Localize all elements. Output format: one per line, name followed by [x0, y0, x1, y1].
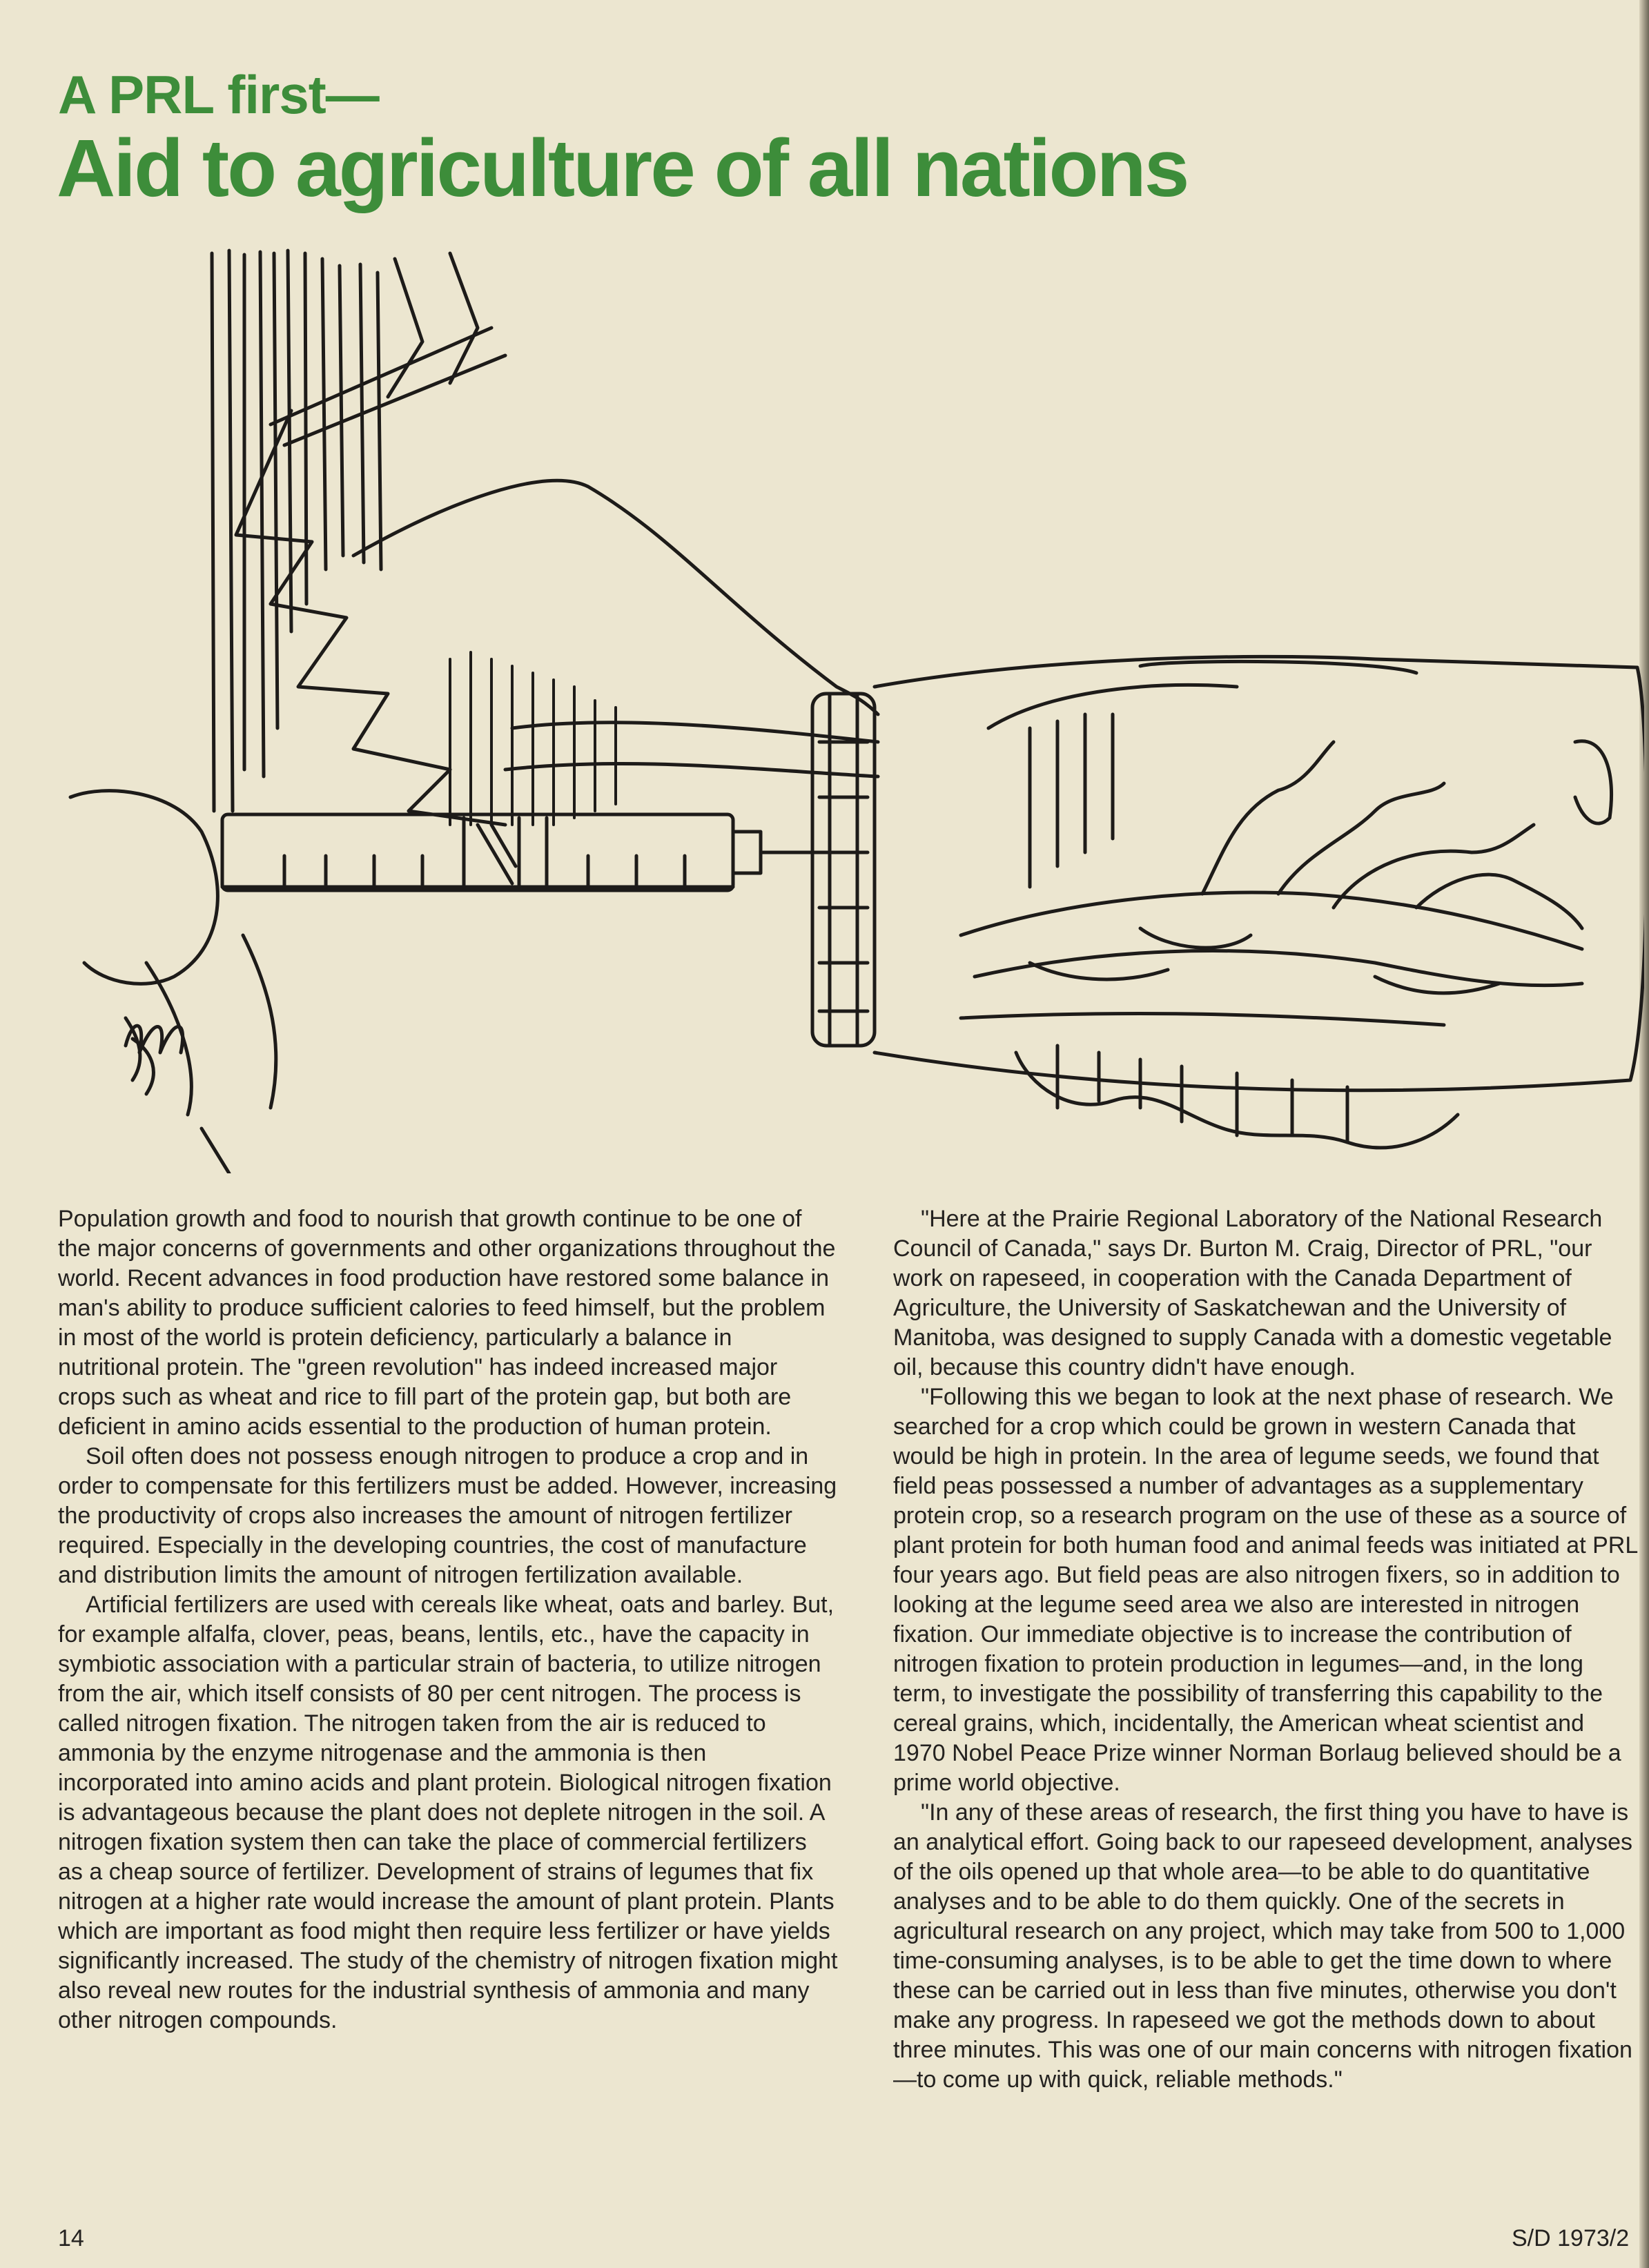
paragraph: Artificial fertilizers are used with cereals like wheat, oats and barley. But, for example alfalfa, clover, peas, beans, lentils, etc., have the capacity in symbiotic association with a particular strain of bacteria, to utilize nitrogen from the air, which itself consists of 80 per cent nitrogen. The process is called nitrogen fixation. The nitrogen taken from the air is reduced to ammonia by the enzyme nitrogenase and the ammonia is then incorporated into amino acids and plant protein. Biological nitrogen fixation is advantageous because the plant does not deplete nitrogen in the soil. A nitrogen fixation system then can take the place of commercial fertilizers as a cheap source of fertilizer. Development of strains of legumes that fix nitrogen at a higher rate would increase the amount of plant protein. Plants which are important as food might then require less fertilizer or have yields significantly increased. The study of the chemistry of nitrogen fixation might also reveal new routes for the industrial synthesis of ammonia and many other nitrogen compounds. [58, 1592, 838, 2033]
sleeve-hatching [212, 251, 505, 811]
syringe [222, 814, 823, 890]
paragraph: Soil often does not possess enough nitrogen to produce a crop and in order to compensate for this fertilizers must be added. However, increasing the productivity of crops also increases the amount of nitrogen fertilizer required. Especially in the developing countries, the cost of manufacture and distribution limits the amount of nitrogen fertilization available. [58, 1443, 837, 1588]
paragraph: "Here at the Prairie Regional Laboratory of the National Research Council of Canada," says Dr. Burton M. Craig, Director of PRL, "our work on rapeseed, in cooperation with the Canada Department of Agriculture, the University of Saskatchewan and the University of Manitoba, was designed to supply Canada with a domestic vegetable oil, because this country didn't have enough. [893, 1206, 1612, 1380]
article-right-column [893, 1204, 1640, 2095]
plant-in-jar [961, 742, 1582, 1025]
article-kicker: A PRL first— [58, 64, 379, 125]
jar [875, 656, 1644, 1090]
fingers-left [70, 791, 217, 984]
paragraph: "In any of these areas of research, the first thing you have to have is an analytical effort. Going back to our rapeseed development, analyses of the oils opened up that whole area—to be able to do quantitative analyses and to be able to do them quickly. One of the secrets in agricultural research on any project, which may take from 500 to 1,000 time-consuming analyses, is to be able to get the time down to where these can be carried out in less than five minutes, otherwise you don't make any progress. In rapeseed we got the methods down to about three minutes. This was one of our main concerns with nitrogen fixation—to come up with quick, reliable methods." [893, 1799, 1633, 2093]
article-headline: Aid to agriculture of all nations [57, 123, 1188, 214]
jar-lid [812, 694, 875, 1046]
article-left-column [58, 1204, 838, 2035]
page-number: 14 [58, 2225, 84, 2251]
arm-outline [353, 480, 878, 714]
paragraph: Population growth and food to nourish that growth continue to be one of the major concerns of governments and other organizations throughout the world. Recent advances in food production have restored some balance in man's ability to produce sufficient calories to feed himself, but the problem in most of the world is protein deficiency, particularly a balance in nutritional protein. The "green revolution" has indeed increased major crops such as wheat and rice to fill part of the protein gap, but both are deficient in amino acids essential to the production of human protein. [58, 1206, 836, 1440]
paragraph: "Following this we began to look at the next phase of research. We searched for a crop which could be grown in western Canada that would be high in protein. In the area of legume seeds, we found that field peas possessed a number of advantages as a supplementary protein crop, so a research program on the use of these as a source of plant protein for both human food and animal feeds was initiated at PRL four years ago. But field peas are also nitrogen fixers, so in addition to looking at the legume seed area we also are interested in nitrogen fixation. Our immediate objective is to increase the contribution of nitrogen fixation to protein production in legumes—and, in the long term, to investigate the possibility of transferring this capability to the cereal grains, which, incidentally, the American wheat scientist and 1970 Nobel Peace Prize winner Norman Borlaug believed should be a prime world objective. [893, 1384, 1637, 1796]
issue-label: S/D 1973/2 [1512, 2225, 1630, 2251]
hand-syringe-jar-illustration [64, 245, 1644, 1173]
